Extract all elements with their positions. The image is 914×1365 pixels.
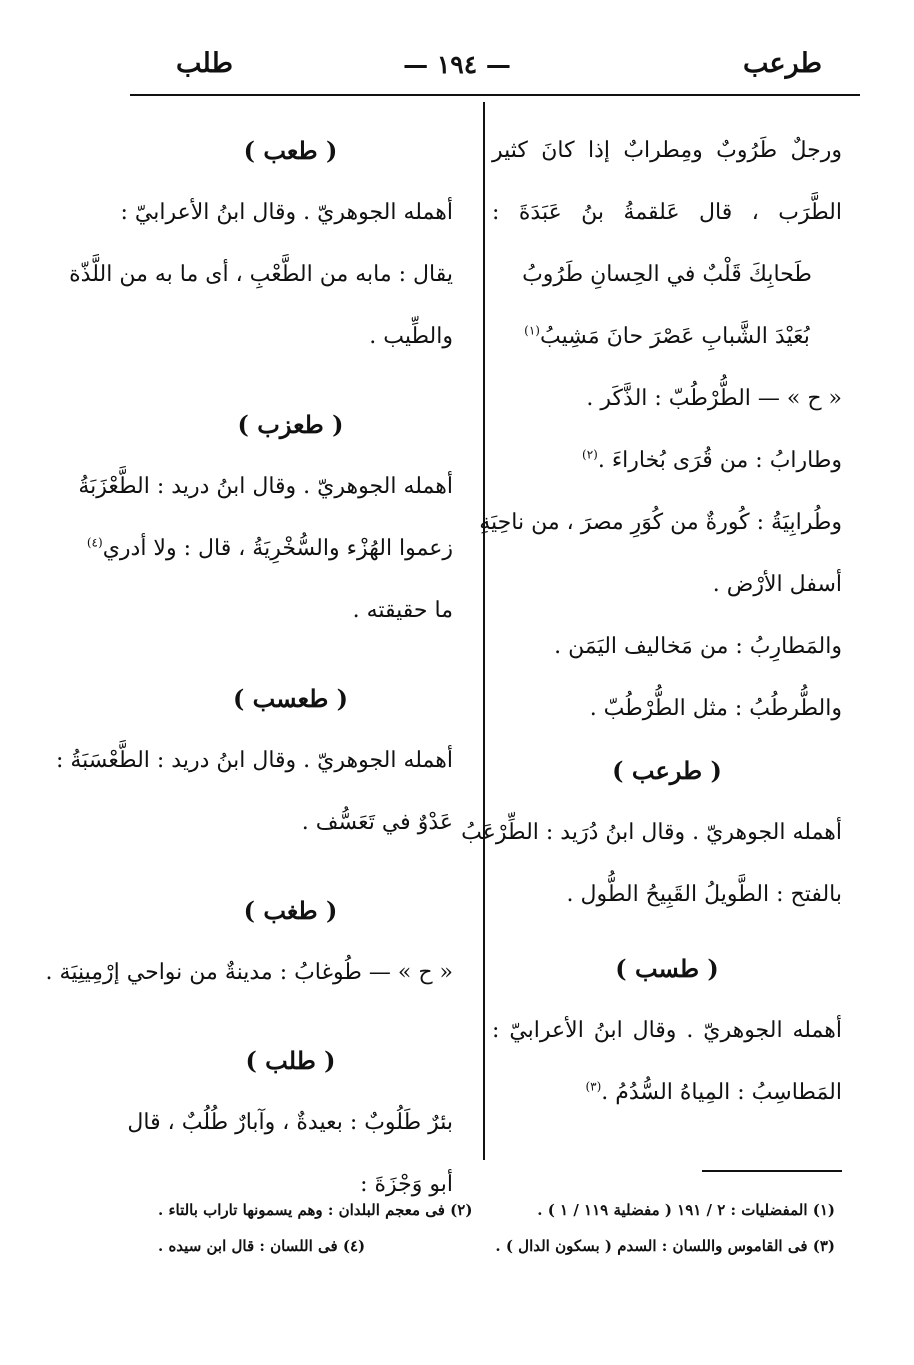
entry-text: وطارابُ : من قُرَى بُخاراءَ . bbox=[597, 448, 842, 473]
footnote-rule bbox=[702, 1170, 842, 1172]
page-number: — ١٩٤ — bbox=[403, 50, 511, 79]
entry-heading: ( طعزب ) bbox=[237, 410, 344, 439]
text-line bbox=[86, 518, 453, 580]
text-line: أبو وَجْزَةَ : bbox=[360, 1172, 453, 1197]
text-line: ورجلٌ طَرُوبٌ ومِطرابٌ إذا كانَ كثير bbox=[492, 138, 842, 163]
footnote-mark: (٣) bbox=[585, 1079, 602, 1094]
text-line: أهمله الجوهريّ . وقال ابنُ دريد : الطَّعْزَبَةُ bbox=[78, 474, 453, 499]
text-line: وطُرابِيَةُ : كُورةٌ من كُوَرِ مصرَ ، من ناحِيَةِ bbox=[479, 510, 842, 535]
verse-line: طَحابِكَ قَلْبٌ في الحِسانِ طَرُوبُ bbox=[522, 262, 812, 287]
text-line bbox=[492, 1062, 842, 1124]
footnote-mark: (١) bbox=[524, 323, 540, 338]
text-line: « ح » — طُوغابُ : مدينةٌ من نواحي إرْمِينِيَة . bbox=[45, 960, 453, 985]
right-column bbox=[461, 120, 842, 1124]
text-line: والمَطارِبُ : من مَخاليف اليَمَن . bbox=[554, 634, 842, 659]
text-line: أسفل الأرْض . bbox=[712, 572, 842, 597]
text-line: ما حقيقته . bbox=[352, 598, 453, 623]
entry-heading: ( طرعب ) bbox=[612, 756, 722, 785]
entry-text: زعموا الهُزْء والسُّخْرِيَةُ ، قال : ولا أدري bbox=[102, 536, 453, 561]
left-column bbox=[45, 120, 453, 1216]
footnote-3: (٣) فى القاموس واللسان : السدم ( بسكون الدال ) . bbox=[495, 1237, 835, 1255]
text-line: والطِّيب . bbox=[369, 324, 453, 349]
footnote-1: (١) المفضليات : ٢ / ١٩١ ( مفضلية ١١٩ / ١ ) . bbox=[537, 1201, 835, 1219]
header-left-word: طلب bbox=[176, 48, 233, 79]
text-line: والطُّرطُبُ : مثل الطُّرْطُبّ . bbox=[589, 696, 842, 721]
text-line: أهمله الجوهريّ . وقال ابنُ دُرَيد : الطِّرْعَبُ bbox=[461, 820, 842, 845]
text-line: أهمله الجوهريّ . وقال ابنُ دريد : الطَّعْسَبَةُ : bbox=[55, 748, 453, 773]
entry-heading: ( طلب ) bbox=[245, 1046, 336, 1075]
entry-heading: ( طغب ) bbox=[243, 896, 338, 925]
text-line bbox=[492, 430, 842, 492]
entry-heading: ( طعسب ) bbox=[232, 684, 349, 713]
text-line: أهمله الجوهريّ . وقال ابنُ الأعرابيّ : bbox=[120, 200, 453, 225]
footnote-2: (٢) فى معجم البلدان : وهم يسمونها تاراب بالتاء . bbox=[158, 1201, 473, 1219]
text-line: « ح » — الطُّرْطُبّ : الذَّكَر . bbox=[586, 386, 842, 411]
text-line: الطَّرَب ، قال عَلقمةُ بنُ عَبَدَةَ : bbox=[492, 200, 842, 225]
header-rule bbox=[130, 94, 860, 96]
entry-heading: ( طسب ) bbox=[615, 954, 719, 983]
text-line: أهمله الجوهريّ . وقال ابنُ الأعرابيّ : bbox=[492, 1018, 842, 1043]
entry-text: المَطاسِبُ : المِياهُ السُّدُمُ . bbox=[601, 1080, 842, 1105]
footnote-mark: (٢) bbox=[582, 447, 598, 462]
verse-line bbox=[492, 306, 842, 368]
text-line: بئرٌ طَلُوبٌ : بعيدةٌ ، وآبارٌ طُلُبٌ ، قال bbox=[127, 1110, 453, 1135]
footnote-mark: (٤) bbox=[86, 535, 103, 550]
text-line: يقال : مابه من الطَّعْبِ ، أى ما به من اللَّذّة bbox=[69, 262, 453, 287]
header-right-word: طرعب bbox=[742, 48, 822, 79]
entry-heading: ( طعب ) bbox=[243, 136, 338, 165]
text-line: بالفتح : الطَّويلُ القَبِيحُ الطُّول . bbox=[566, 882, 842, 907]
verse-text: بُعَيْدَ الشَّبابِ عَصْرَ حانَ مَشِيبُ bbox=[539, 324, 810, 349]
column-divider bbox=[483, 102, 485, 1160]
text-line: عَدْوٌ في تَعَسُّف . bbox=[301, 810, 453, 835]
footnote-4: (٤) فى اللسان : قال ابن سيده . bbox=[158, 1237, 366, 1255]
footnotes bbox=[130, 1192, 835, 1264]
